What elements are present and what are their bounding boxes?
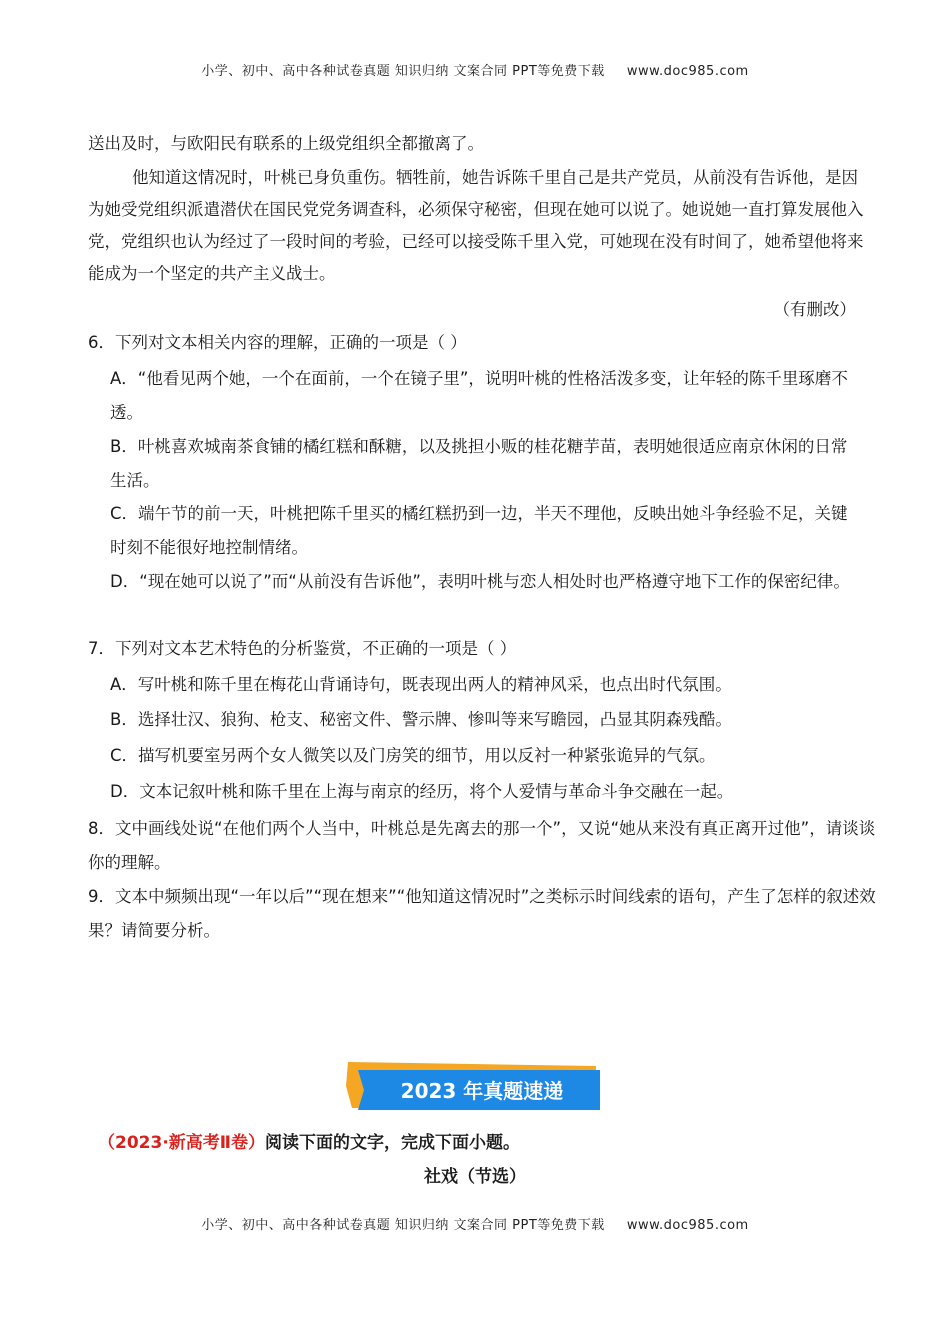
- header-url[interactable]: www.doc985.com: [626, 64, 749, 79]
- question-7-option-c: C．描写机要室另两个女人微笑以及门房笑的细节，用以反衬一种紧张诡异的气氛。: [110, 746, 716, 765]
- page-footer: [0, 1214, 950, 1233]
- section-banner: [344, 1060, 600, 1112]
- source-tag: （2023·新高考Ⅱ卷）: [98, 1133, 265, 1153]
- passage-title: 社戏（节选）: [424, 1167, 526, 1187]
- question-6-stem: 6．下列对文本相关内容的理解，正确的一项是（ ）: [88, 333, 467, 352]
- question-6-option-b: B．叶桃喜欢城南茶食铺的橘红糕和酥糖，以及挑担小贩的桂花糖芋苗，表明她很适应南京休闲的日常生活。: [110, 437, 848, 490]
- question-7-option-d: D．文本记叙叶桃和陈千里在上海与南京的经历，将个人爱情与革命斗争交融在一起。: [110, 782, 734, 801]
- question-7-option-a: A．写叶桃和陈千里在梅花山背诵诗句，既表现出两人的精神风采，也点出时代氛围。: [110, 675, 732, 694]
- footer-text: 小学、初中、高中各种试卷真题 知识归纳 文案合同 PPT等免费下载: [201, 1218, 605, 1233]
- header-text: 小学、初中、高中各种试卷真题 知识归纳 文案合同 PPT等免费下载: [201, 64, 605, 79]
- footer-url[interactable]: www.doc985.com: [626, 1218, 749, 1233]
- passage-paragraph: 他知道这情况时，叶桃已身负重伤。牺牲前，她告诉陈千里自己是共产党员，从前没有告诉他，是因为她受党组织派遣潜伏在国民党党务调查科，必须保守秘密，但现在她可以说了。她说她一直打算发展他入党，党组织也认为经过了一段时间的考验，已经可以接受陈千里入党，可她现在没有时间了，她希望他将来能成为一个坚定的共产主义战士。: [88, 168, 864, 283]
- question-6-option-d: D．“现在她可以说了”而“从前没有告诉他”，表明叶桃与恋人相处时也严格遵守地下工作的保密纪律。: [110, 572, 850, 591]
- question-8: 8．文中画线处说“在他们两个人当中，叶桃总是先离去的那一个”，又说“她从来没有真正离开过他”，请谈谈你的理解。: [88, 819, 876, 872]
- banner-label: 2023 年真题速递: [400, 1079, 564, 1103]
- page-header: [0, 60, 950, 79]
- question-6-option-a: A．“他看见两个她，一个在面前，一个在镜子里”，说明叶桃的性格活泼多变，让年轻的陈千里琢磨不透。: [110, 369, 848, 422]
- question-7-option-b: B．选择壮汉、狼狗、枪支、秘密文件、警示牌、惨叫等来写瞻园，凸显其阴森残酷。: [110, 710, 732, 729]
- question-7-stem: 7．下列对文本艺术特色的分析鉴赏，不正确的一项是（ ）: [88, 639, 517, 658]
- passage-line: 送出及时，与欧阳民有联系的上级党组织全都撤离了。: [88, 134, 484, 153]
- question-6-option-c: C．端午节的前一天，叶桃把陈千里买的橘红糕扔到一边，半天不理他，反映出她斗争经验不足，关键时刻不能很好地控制情绪。: [110, 504, 848, 557]
- source-instruction: 阅读下面的文字，完成下面小题。: [264, 1133, 520, 1153]
- edit-note: （有删改）: [773, 300, 856, 319]
- section-source: [98, 1128, 520, 1153]
- question-9: 9．文本中频频出现“一年以后”“现在想来”“他知道这情况时”之类标示时间线索的语句，产生了怎样的叙述效果？请简要分析。: [88, 887, 876, 940]
